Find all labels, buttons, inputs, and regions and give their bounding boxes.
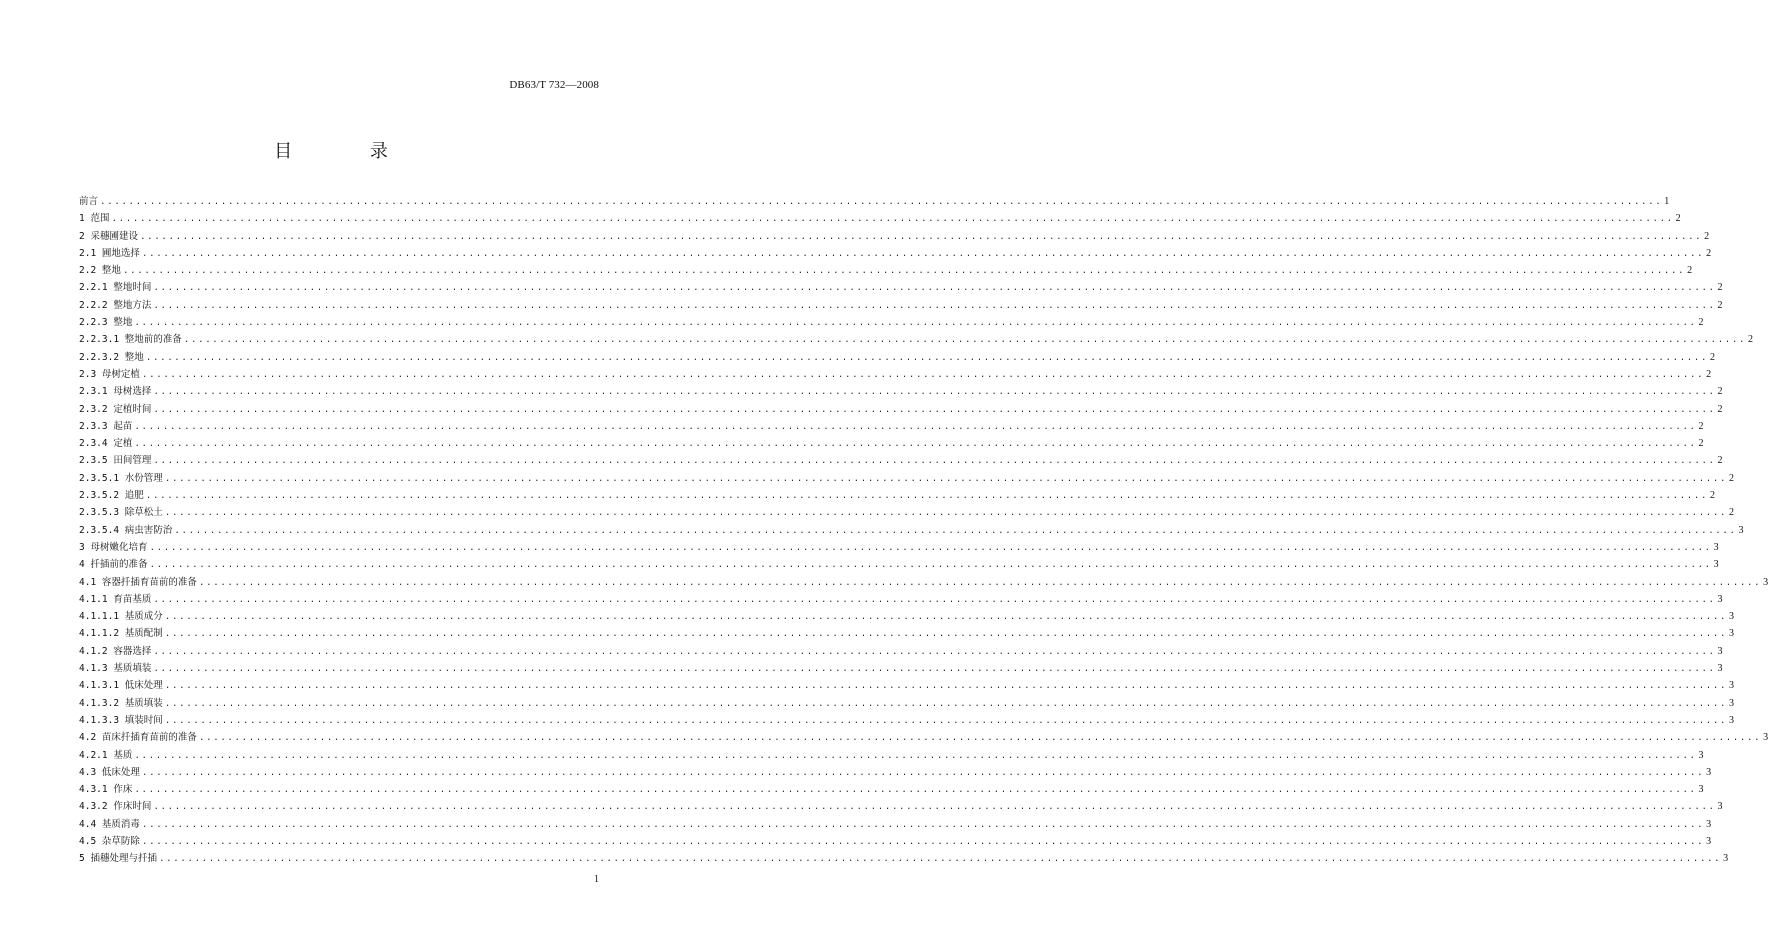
toc-leader-dots: ............................................................................................................................................................................................................................ (134, 438, 1697, 450)
toc-entry[interactable] (79, 625, 1734, 642)
toc-entry-label: 5 插穗处理与扦插 (79, 853, 157, 865)
toc-entry-label: 4.4 基质消毒 (79, 818, 140, 830)
toc-entry[interactable] (79, 712, 1734, 729)
toc-leader-dots: ............................................................................................................................................................................................................................ (164, 680, 1727, 692)
toc-entry[interactable] (79, 539, 1719, 556)
toc-entry-page: 3 (1723, 853, 1729, 865)
toc-leader-dots: ............................................................................................................................................................................................................................ (174, 524, 1737, 536)
toc-entry[interactable] (79, 452, 1723, 469)
toc-entry-page: 3 (1706, 818, 1712, 830)
toc-entry[interactable] (79, 522, 1744, 539)
toc-leader-dots: ............................................................................................................................................................................................................................ (141, 818, 1705, 830)
toc-entry-page: 3 (1728, 697, 1734, 709)
toc-entry-label: 2 采穗圃建设 (79, 230, 138, 242)
toc-entry-page: 3 (1728, 628, 1734, 640)
toc-entry[interactable] (79, 349, 1715, 366)
toc-entry-page: 2 (1704, 230, 1710, 242)
toc-leader-dots: ............................................................................................................................................................................................................................ (164, 628, 1727, 640)
toc-entry[interactable] (79, 401, 1723, 418)
toc-entry-page: 3 (1728, 714, 1734, 726)
toc-entry[interactable] (79, 764, 1712, 781)
toc-leader-dots: ............................................................................................................................................................................................................................ (164, 714, 1727, 726)
toc-leader-dots: ............................................................................................................................................................................................................................ (153, 299, 1716, 311)
toc-entry-label: 2.3.5 田间管理 (79, 455, 152, 467)
toc-leader-dots: ............................................................................................................................................................................................................................ (141, 247, 1705, 259)
page-title: 目 录 (274, 141, 424, 162)
toc-entry-page: 1 (1664, 196, 1670, 207)
toc-entry-page: 3 (1728, 611, 1734, 623)
toc-entry-label: 2.3.3 起苗 (79, 420, 133, 432)
toc-entry-page: 2 (1728, 507, 1734, 519)
toc-entry[interactable] (79, 660, 1723, 677)
toc-entry-page: 3 (1717, 593, 1723, 605)
toc-leader-dots: ............................................................................................................................................................................................................................ (141, 766, 1705, 778)
toc-entry[interactable] (79, 798, 1723, 815)
toc-entry-label: 2.2 整地 (79, 265, 121, 277)
toc-entry-page: 3 (1738, 524, 1744, 536)
toc-leader-dots: ............................................................................................................................................................................................................................ (122, 265, 1686, 277)
toc-entry-label: 4.3 低床处理 (79, 766, 140, 778)
toc-leader-dots: ............................................................................................................................................................................................................................ (134, 420, 1697, 432)
toc-entry-label: 4.1.1 育苗基质 (79, 593, 152, 605)
toc-entry-label: 4.1 容器扦插育苗前的准备 (79, 576, 197, 588)
toc-entry[interactable] (79, 504, 1734, 521)
toc-leader-dots: ............................................................................................................................................................................................................................ (153, 386, 1716, 398)
toc-leader-dots: ............................................................................................................................................................................................................................ (183, 334, 1746, 346)
toc-entry[interactable] (79, 193, 1670, 210)
toc-entry-label: 4.1.1.1 基质成分 (79, 611, 163, 623)
toc-entry-page: 3 (1706, 766, 1712, 778)
toc-entry-page: 3 (1717, 663, 1723, 675)
toc-entry-page: 2 (1706, 247, 1712, 259)
toc-leader-dots: ............................................................................................................................................................................................................................ (141, 368, 1705, 380)
toc-leader-dots: ............................................................................................................................................................................................................................ (149, 559, 1712, 571)
toc-entry-page: 2 (1717, 299, 1723, 311)
toc-leader-dots: ............................................................................................................................................................................................................................ (164, 611, 1727, 623)
toc-entry-page: 3 (1713, 541, 1719, 553)
toc-entry[interactable] (79, 435, 1704, 452)
toc-entry-page: 2 (1706, 368, 1712, 380)
toc-leader-dots: ............................................................................................................................................................................................................................ (153, 801, 1716, 813)
page-number: 1 (594, 874, 599, 885)
toc-entry-label: 2.3.5.2 追肥 (79, 490, 144, 502)
toc-entry-page: 3 (1728, 680, 1734, 692)
toc-entry[interactable] (79, 297, 1723, 314)
toc-entry-label: 2.2.1 整地时间 (79, 282, 152, 294)
toc-leader-dots: ............................................................................................................................................................................................................................ (153, 645, 1716, 657)
toc-entry-label: 4.1.3.3 填装时间 (79, 714, 163, 726)
toc-entry[interactable] (79, 781, 1704, 798)
toc-leader-dots: ............................................................................................................................................................................................................................ (134, 317, 1697, 329)
toc-entry-label: 4.1.3.2 基质填装 (79, 697, 163, 709)
toc-entry-page: 2 (1698, 420, 1704, 432)
toc-entry[interactable] (79, 591, 1723, 608)
toc-leader-dots: ............................................................................................................................................................................................................................ (141, 835, 1705, 847)
toc-entry-label: 2.1 圃地选择 (79, 247, 140, 259)
toc-entry-label: 4 扦插前的准备 (79, 559, 148, 571)
toc-leader-dots: ............................................................................................................................................................................................................................ (149, 541, 1712, 553)
toc-entry-label: 4.2 苗床扦插育苗前的准备 (79, 732, 197, 744)
toc-entry[interactable] (79, 556, 1719, 573)
toc-entry-label: 4.5 杂草防除 (79, 835, 140, 847)
toc-entry-label: 4.1.3.1 低床处理 (79, 680, 163, 692)
toc-entry[interactable] (79, 279, 1723, 296)
toc-entry-label: 2.2.3.2 整地 (79, 351, 144, 363)
toc-leader-dots: ............................................................................................................................................................................................................................ (153, 663, 1716, 675)
toc-leader-dots: ............................................................................................................................................................................................................................ (153, 282, 1716, 294)
toc-entry[interactable] (79, 677, 1734, 694)
toc-leader-dots: ............................................................................................................................................................................................................................ (198, 732, 1762, 744)
toc-leader-dots: ............................................................................................................................................................................................................................ (164, 472, 1727, 484)
toc-entry[interactable] (79, 331, 1753, 348)
toc-entry-label: 2.2.3.1 整地前的准备 (79, 334, 182, 346)
toc-entry-page: 3 (1698, 784, 1704, 796)
toc-entry-page: 2 (1709, 351, 1715, 363)
toc-entry[interactable] (79, 314, 1704, 331)
toc-leader-dots: ............................................................................................................................................................................................................................ (153, 593, 1716, 605)
toc-entry[interactable] (79, 470, 1734, 487)
toc-leader-dots: ............................................................................................................................................................................................................................ (158, 853, 1722, 865)
toc-entry[interactable] (79, 418, 1704, 435)
toc-leader-dots: ............................................................................................................................................................................................................................ (153, 455, 1716, 467)
toc-entry-page: 2 (1717, 455, 1723, 467)
toc-entry-page: 3 (1763, 732, 1768, 744)
toc-leader-dots: ............................................................................................................................................................................................................................ (139, 230, 1703, 242)
toc-leader-dots: ............................................................................................................................................................................................................................ (134, 749, 1697, 761)
toc-entry-page: 2 (1717, 403, 1723, 415)
toc-entry-label: 2.3.5.3 除草松土 (79, 507, 163, 519)
toc-entry-page: 3 (1698, 749, 1704, 761)
toc-entry-label: 2.3.4 定植 (79, 438, 133, 450)
toc-entry-page: 3 (1706, 835, 1712, 847)
table-of-contents (79, 193, 1768, 868)
toc-entry[interactable] (79, 833, 1712, 850)
toc-leader-dots: ............................................................................................................................................................................................................................ (100, 196, 1663, 207)
toc-entry-label: 4.3.2 作床时间 (79, 801, 152, 813)
toc-entry[interactable] (79, 747, 1704, 764)
toc-leader-dots: ............................................................................................................................................................................................................................ (153, 403, 1716, 415)
toc-entry[interactable] (79, 695, 1734, 712)
toc-entry[interactable] (79, 210, 1681, 227)
toc-entry[interactable] (79, 262, 1693, 279)
toc-entry[interactable] (79, 729, 1768, 746)
toc-entry-page: 3 (1713, 559, 1719, 571)
toc-entry-page: 2 (1717, 282, 1723, 294)
toc-leader-dots: ............................................................................................................................................................................................................................ (111, 213, 1674, 225)
toc-entry-label: 2.3.5.1 水份管理 (79, 472, 163, 484)
toc-entry-label: 2.2.2 整地方法 (79, 299, 152, 311)
toc-entry-label: 4.3.1 作床 (79, 784, 133, 796)
toc-entry-label: 2.3.1 母树选择 (79, 386, 152, 398)
toc-entry-page: 2 (1687, 265, 1693, 277)
toc-leader-dots: ............................................................................................................................................................................................................................ (134, 784, 1697, 796)
toc-entry-label: 1 范围 (79, 213, 110, 225)
toc-entry[interactable] (79, 816, 1712, 833)
toc-entry-label: 4.1.1.2 基质配制 (79, 628, 163, 640)
toc-entry[interactable] (79, 366, 1712, 383)
toc-entry-label: 2.3.5.4 病虫害防治 (79, 524, 173, 536)
toc-entry-page: 2 (1747, 334, 1753, 346)
document-id: DB63/T 732—2008 (509, 79, 599, 91)
toc-entry[interactable] (79, 608, 1734, 625)
toc-entry[interactable] (79, 228, 1710, 245)
toc-entry[interactable] (79, 850, 1729, 867)
toc-entry-page: 2 (1698, 438, 1704, 450)
toc-entry-label: 2.2.3 整地 (79, 317, 133, 329)
toc-entry-page: 2 (1709, 490, 1715, 502)
toc-entry[interactable] (79, 643, 1723, 660)
toc-leader-dots: ............................................................................................................................................................................................................................ (164, 697, 1727, 709)
toc-entry[interactable] (79, 245, 1712, 262)
toc-entry-page: 2 (1728, 472, 1734, 484)
toc-entry-label: 4.1.3 基质填装 (79, 663, 152, 675)
toc-entry-label: 4.2.1 基质 (79, 749, 133, 761)
toc-entry-page: 3 (1717, 645, 1723, 657)
toc-leader-dots: ............................................................................................................................................................................................................................ (145, 490, 1708, 502)
toc-leader-dots: ............................................................................................................................................................................................................................ (198, 576, 1762, 588)
toc-entry-label: 4.1.2 容器选择 (79, 645, 152, 657)
toc-leader-dots: ............................................................................................................................................................................................................................ (145, 351, 1708, 363)
toc-leader-dots: ............................................................................................................................................................................................................................ (164, 507, 1727, 519)
toc-entry-page: 2 (1698, 317, 1704, 329)
toc-entry-page: 2 (1675, 213, 1681, 225)
toc-entry[interactable] (79, 383, 1723, 400)
toc-entry-label: 前言 (79, 196, 99, 207)
toc-entry-page: 3 (1763, 576, 1768, 588)
toc-entry-label: 2.3.2 定植时间 (79, 403, 152, 415)
toc-entry-label: 2.3 母树定植 (79, 368, 140, 380)
toc-entry[interactable] (79, 574, 1768, 591)
toc-entry[interactable] (79, 487, 1715, 504)
toc-entry-page: 3 (1717, 801, 1723, 813)
toc-entry-label: 3 母树嫩化培育 (79, 541, 148, 553)
toc-entry-page: 2 (1717, 386, 1723, 398)
